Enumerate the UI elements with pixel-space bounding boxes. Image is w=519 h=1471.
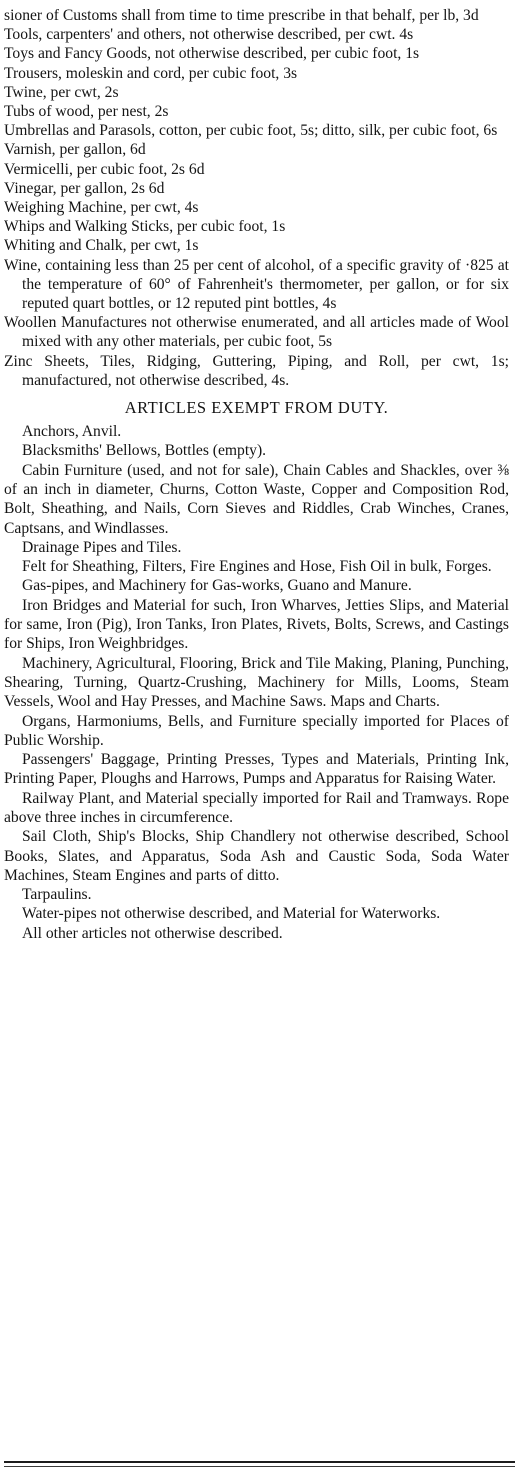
tariff-entry: Vermicelli, per cubic foot, 2s 6d xyxy=(4,160,205,178)
tariff-entry: Twine, per cwt, 2s xyxy=(4,83,119,101)
exempt-paragraph: Blacksmiths' Bellows, Bottles (empty). xyxy=(22,442,267,460)
tariff-entry: sioner of Customs shall from time to time prescribe in that behalf, per lb, 3d xyxy=(4,7,479,24)
tariff-entry: Trousers, moleskin and cord, per cubic foot, 3s xyxy=(4,64,298,82)
exempt-paragraph: Passengers' Baggage, Printing Presses, Types and Materials, Printing Ink, Printing Paper, Ploughs and Harrows, Pumps and Apparatus for Raising Water. xyxy=(4,751,509,788)
exempt-paragraph: Water-pipes not otherwise described, and Material for Waterworks. xyxy=(22,905,441,923)
tariff-entry: Tubs of wood, per nest, 2s xyxy=(4,103,169,121)
divider-rule-thick xyxy=(4,1461,515,1463)
tariff-entry: Whiting and Chalk, per cwt, 1s xyxy=(4,237,199,255)
tariff-entry: Varnish, per gallon, 6d xyxy=(4,141,146,159)
exempt-heading: ARTICLES EXEMPT FROM DUTY. xyxy=(124,398,389,418)
tariff-entry: Woollen Manufactures not otherwise enumerated, and all articles made of Wool mixed with any other materials, per cubic foot, 5s xyxy=(4,314,509,351)
tariff-entry: Tools, carpenters' and others, not otherwise described, per cwt. 4s xyxy=(4,26,414,44)
exempt-paragraph: Felt for Sheathing, Filters, Fire Engines and Hose, Fish Oil in bulk, Forges. xyxy=(22,558,492,576)
tariff-list xyxy=(4,6,509,390)
tariff-entry: Toys and Fancy Goods, not otherwise described, per cubic foot, 1s xyxy=(4,45,420,63)
exempt-paragraph: Sail Cloth, Ship's Blocks, Ship Chandlery not otherwise described, School Books, Slates, and Apparatus, Soda Ash and Caustic Soda, Soda Water Machines, Steam Engines and parts of ditto. xyxy=(4,828,509,884)
divider-rule-thin xyxy=(4,1466,515,1467)
closing-rule xyxy=(4,1461,515,1467)
tariff-entry: Wine, containing less than 25 per cent of alcohol, of a specific gravity of ·825 at the temperature of 60° of Fahrenheit's thermometer, per gallon, or for six reputed quart bottles, or 12 reputed pint bottles, 4s xyxy=(4,256,509,313)
exempt-paragraph: Organs, Harmoniums, Bells, and Furniture specially imported for Places of Public Worship. xyxy=(4,712,509,749)
exempt-paragraph: Railway Plant, and Material specially imported for Rail and Tramways. Rope above three inches in circumference. xyxy=(4,789,509,826)
tariff-entry: Umbrellas and Parasols, cotton, per cubic foot, 5s; ditto, silk, per cubic foot, 6s xyxy=(4,122,498,140)
exempt-paragraph: Machinery, Agricultural, Flooring, Brick and Tile Making, Planing, Punching, Shearing, Turning, Quartz-Crushing, Machinery for Mills, Looms, Steam Vessels, Wool and Hay Presses, and Machine Saws. Maps and Charts. xyxy=(4,654,509,711)
exempt-paragraph: Iron Bridges and Material for such, Iron Wharves, Jetties Slips, and Material for same, Iron (Pig), Iron Tanks, Iron Plates, Rivets, Bolts, Screws, and Castings for Ships, Iron Weighbridges. xyxy=(4,596,509,653)
exempt-paragraph: All other articles not otherwise described. xyxy=(22,924,283,942)
exempt-paragraph: Drainage Pipes and Tiles. xyxy=(22,538,182,556)
tariff-entry: Vinegar, per gallon, 2s 6d xyxy=(4,179,165,197)
exempt-list xyxy=(4,422,509,943)
tariff-entry: Whips and Walking Sticks, per cubic foot, 1s xyxy=(4,218,286,236)
exempt-paragraph: Gas-pipes, and Machinery for Gas-works, Guano and Manure. xyxy=(22,577,412,595)
tariff-entry: Zinc Sheets, Tiles, Ridging, Guttering, Piping, and Roll, per cwt, 1s; manufactured, not otherwise described, 4s. xyxy=(4,352,509,389)
exempt-paragraph: Tarpaulins. xyxy=(22,886,92,904)
tariff-entry: Weighing Machine, per cwt, 4s xyxy=(4,199,199,217)
exempt-paragraph: Anchors, Anvil. xyxy=(22,423,122,441)
exempt-paragraph: Cabin Furniture (used, and not for sale), Chain Cables and Shackles, over ⅜ of an inch in diameter, Churns, Cotton Waste, Copper and Composition Rod, Bolt, Sheathing, and Nails, Corn Sieves and Riddles, Crab Winches, Cranes, Captsans, and Windlasses. xyxy=(4,461,509,537)
